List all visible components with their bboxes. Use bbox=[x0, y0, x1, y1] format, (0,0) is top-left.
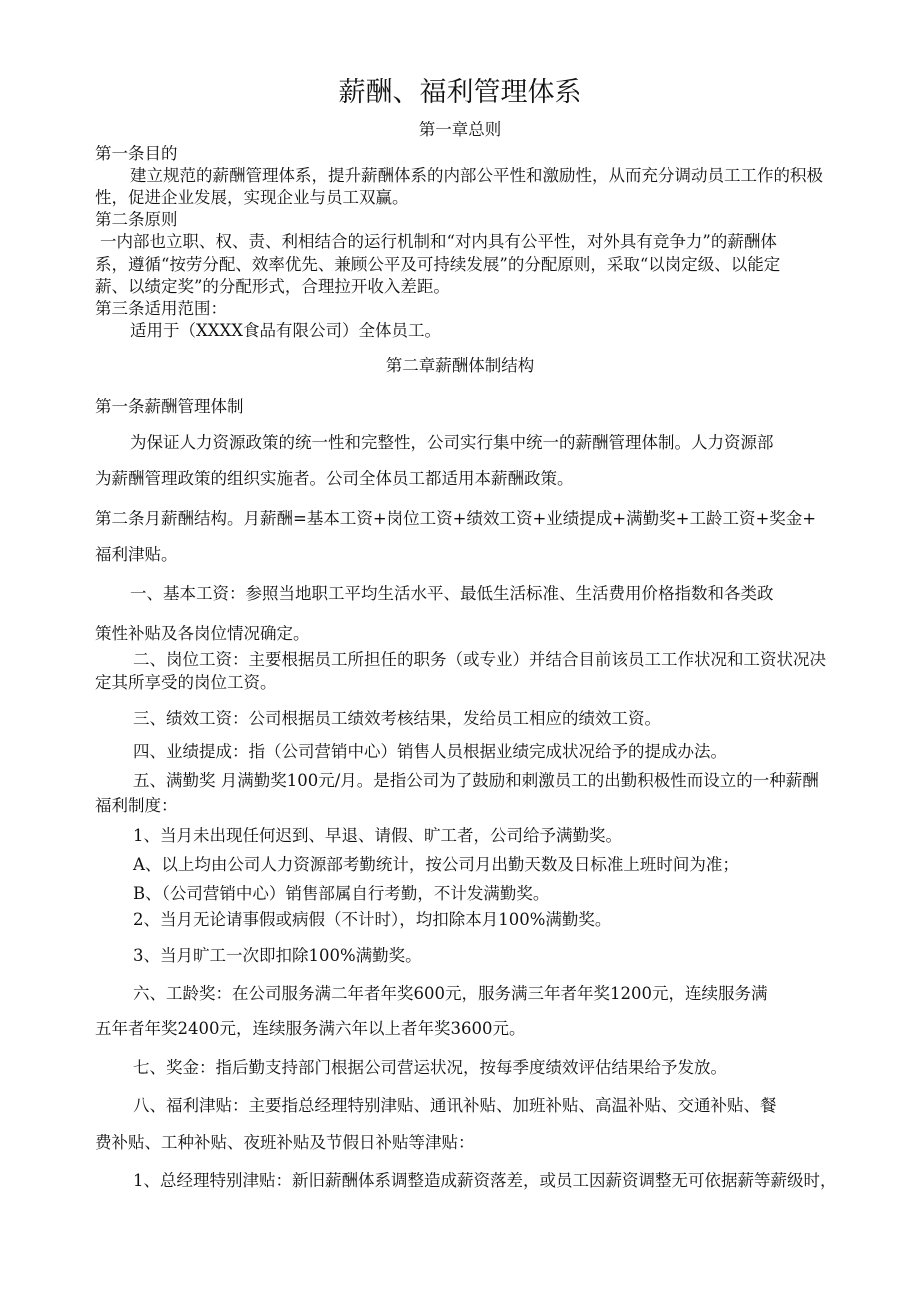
list-item: 1、总经理特别津贴：新旧薪酬体系调整造成薪资落差，或员工因薪资调整无可依据薪等薪级时， bbox=[133, 1171, 837, 1190]
list-item: 三、绩效工资：公司根据员工绩效考核结果，发给员工相应的绩效工资。 bbox=[133, 709, 661, 728]
list-item: 福利制度： bbox=[95, 796, 178, 815]
article-heading: 第三条适用范围： bbox=[95, 299, 227, 318]
text-line: 性，促进企业发展，实现企业与员工双赢。 bbox=[95, 188, 409, 207]
chapter-1-heading: 第一章总则 bbox=[418, 120, 502, 139]
list-item: 1、当月未出现任何迟到、早退、请假、旷工者，公司给予满勤奖。 bbox=[133, 826, 622, 845]
text-line: 系，遵循“按劳分配、效率优先、兼顾公平及可持续发展”的分配原则，采取“以岗定级、以能定 bbox=[95, 255, 781, 274]
list-item: A、以上均由公司人力资源部考勤统计，按公司月出勤天数及日标准上班时间为准； bbox=[133, 855, 739, 874]
text-line: 为薪酬管理政策的组织实施者。公司全体员工都适用本薪酬政策。 bbox=[95, 469, 574, 488]
list-item: 定其所享受的岗位工资。 bbox=[95, 673, 277, 692]
text-line: 第二条月薪酬结构。月薪酬=基本工资+岗位工资+绩效工资+业绩提成+满勤奖+工龄工资+奖金+ bbox=[95, 509, 817, 528]
text-line: 适用于（XXXX食品有限公司）全体员工。 bbox=[130, 321, 441, 340]
list-item: 七、奖金：指后勤支持部门根据公司营运状况，按每季度绩效评估结果给予发放。 bbox=[133, 1058, 727, 1077]
text-line: 薪、以绩定奖”的分配形式，合理拉开收入差距。 bbox=[95, 277, 450, 296]
article-heading: 第一条目的 bbox=[95, 144, 178, 163]
article-heading: 第一条薪酬管理体制 bbox=[95, 397, 244, 416]
text-line: 为保证人力资源政策的统一性和完整性，公司实行集中统一的薪酬管理体制。人力资源部 bbox=[130, 433, 774, 452]
list-item: 五年者年奖2400元，连续服务满六年以上者年奖3600元。 bbox=[95, 1019, 526, 1038]
list-item: 八、福利津贴：主要指总经理特别津贴、通讯补贴、加班补贴、高温补贴、交通补贴、餐 bbox=[133, 1096, 777, 1115]
list-item: 3、当月旷工一次即扣除100%满勤奖。 bbox=[133, 946, 422, 965]
list-item: 策性补贴及各岗位情况确定。 bbox=[95, 624, 310, 643]
list-item: 2、当月无论请事假或病假（不计时），均扣除本月100%满勤奖。 bbox=[133, 910, 612, 929]
list-item: 六、工龄奖：在公司服务满二年者年奖600元，服务满三年者年奖1200元，连续服务满 bbox=[133, 984, 768, 1003]
list-item: 二、岗位工资：主要根据员工所担任的职务（或专业）并结合目前该员工工作状况和工资状况决 bbox=[133, 650, 826, 669]
text-line: 一内部也立职、权、责、利相结合的运行机制和“对内具有公平性，对外具有竞争力”的薪酬体 bbox=[100, 232, 777, 251]
article-heading: 第二条原则 bbox=[95, 210, 178, 229]
list-item: 五、满勤奖 月满勤奖100元/月。是指公司为了鼓励和刺激员工的出勤积极性而设立的一种薪酬 bbox=[133, 771, 819, 790]
text-line: 福利津贴。 bbox=[95, 545, 178, 564]
chapter-2-heading: 第二章薪酬体制结构 bbox=[385, 356, 535, 375]
list-item: B、（公司营销中心）销售部属自行考勤，不计发满勤奖。 bbox=[133, 884, 550, 903]
list-item: 费补贴、工种补贴、夜班补贴及节假日补贴等津贴： bbox=[95, 1133, 475, 1152]
document-title: 薪酬、福利管理体系 bbox=[338, 77, 582, 108]
text-line: 建立规范的薪酬管理体系，提升薪酬体系的内部公平性和激励性，从而充分调动员工工作的积极 bbox=[130, 166, 823, 185]
list-item: 一、基本工资：参照当地职工平均生活水平、最低生活标准、生活费用价格指数和各类政 bbox=[130, 584, 774, 603]
list-item: 四、业绩提成：指（公司营销中心）销售人员根据业绩完成状况给予的提成办法。 bbox=[133, 742, 727, 761]
